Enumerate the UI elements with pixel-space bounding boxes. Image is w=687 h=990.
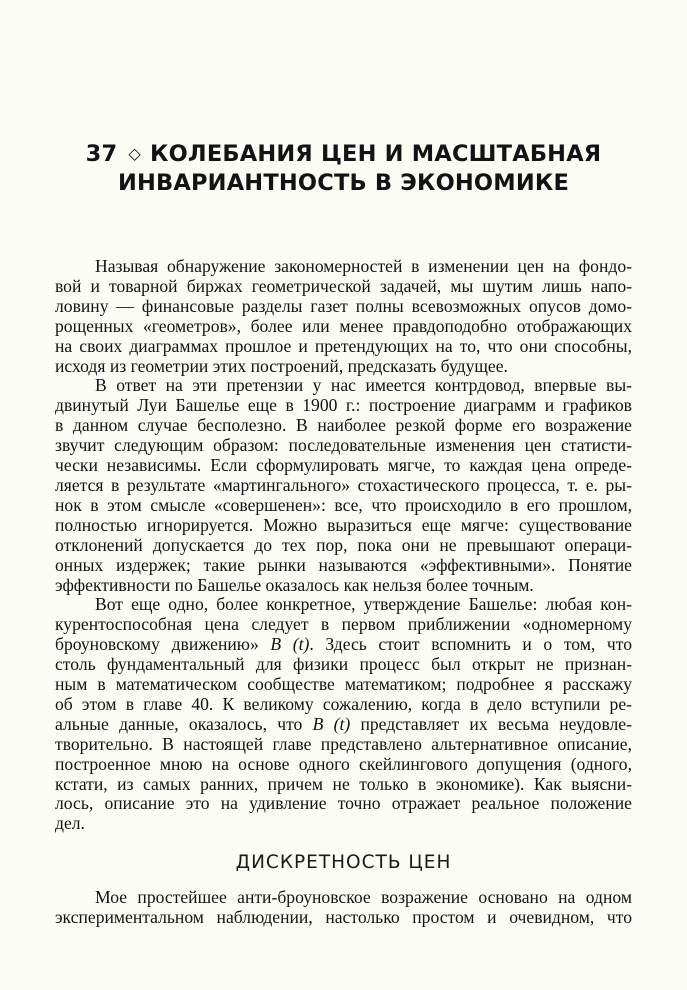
text-line: нок в этом смысле «совершенен»: все, что происходило в его прошлом,	[55, 494, 632, 515]
chapter-title-text-line1: КОЛЕБАНИЯ ЦЕН И МАСШТАБНАЯ	[150, 141, 602, 167]
text-line: ловину — финансовые разделы газет полны всевозможных опусов домо-	[55, 295, 632, 316]
section-heading: ДИСКРЕТНОСТЬ ЦЕН	[235, 852, 452, 874]
text-line: ным в математическом сообществе математиком; подробнее я расскажу	[55, 674, 632, 695]
text-line: звучит следующим образом: последовательные изменения цен статисти-	[55, 435, 632, 456]
text-line: онных издержек; такие рынки называются «эффективными». Понятие	[55, 554, 632, 575]
chapter-title-text-line2: ИНВАРИАНТНОСТЬ В ЭКОНОМИКЕ	[117, 170, 570, 196]
text-line: дел.	[55, 813, 85, 834]
paragraph	[55, 595, 632, 834]
text-line: рощенных «геометров», более или менее правдоподобно отображающих	[55, 315, 632, 336]
paragraph	[55, 257, 632, 376]
text-line: лось, описание это на удивление точно отражает реальное положение	[55, 793, 632, 814]
text-line: ляется в результате «мартингального» стохастического процесса, т. е. ры-	[55, 474, 632, 495]
text-line: столь фундаментальный для физики процесс был открыт не признан-	[55, 654, 632, 675]
text-line: Вот еще одно, более конкретное, утверждение Башелье: любая кон-	[95, 594, 632, 615]
text-line: чески независимы. Если сформулировать мягче, то каждая цена опреде-	[55, 455, 632, 476]
text-line: эффективности по Башелье оказалось как нельзя более точным.	[55, 574, 534, 595]
diamond-icon: ◇	[128, 144, 142, 163]
chapter-title	[40, 139, 647, 198]
text-line: курентоспособная цена следует в первом приближении «одномерному	[55, 614, 632, 635]
text-line: двинутый Луи Башелье еще в 1900 г.: построение диаграмм и графиков	[55, 395, 632, 416]
body-text-bottom	[55, 888, 632, 928]
chapter-title-line1	[40, 139, 647, 169]
body-text-top	[55, 257, 632, 834]
text-line: в данном случае бесполезно. В наиболее резкой форме его возражение	[55, 415, 632, 436]
text-line: кстати, из самых ранних, причем не только в экономике). Как выясни-	[55, 773, 632, 794]
chapter-title-line2	[40, 169, 647, 198]
text-line: экспериментальном наблюдении, настолько простом и очевидном, что	[55, 907, 632, 928]
text-line: творительно. В настоящей главе представлено альтернативное описание,	[55, 733, 632, 754]
paragraph	[55, 376, 632, 595]
text-line: полностью игнорируется. Можно выразиться еще мягче: существование	[55, 514, 632, 535]
text-line: на своих диаграммах прошлое и претендующих на то, что они способны,	[55, 335, 632, 356]
text-line: построенное мною на основе одного скейлингового допущения (одного,	[55, 753, 632, 774]
text-line: об этом в главе 40. К великому сожалению, когда в дело вступили ре-	[55, 693, 632, 714]
text-line: альные данные, оказалось, что B (t) представляет их весьма неудовле-	[55, 713, 632, 734]
paragraph	[55, 888, 632, 928]
math-variable: B (t)	[270, 634, 310, 655]
text-line: Называя обнаружение закономерностей в изменении цен на фондо-	[95, 256, 632, 276]
chapter-number: 37	[85, 141, 118, 167]
text-line: исходя из геометрии этих построений, предсказать будущее.	[55, 355, 508, 376]
text-line: В ответ на эти претензии у нас имеется контрдовод, впервые вы-	[95, 375, 632, 396]
math-variable: B (t)	[312, 713, 351, 734]
text-line: Мое простейшее анти-броуновское возражение основано на одном	[95, 887, 632, 908]
text-line: отклонений допускается до тех пор, пока они не превышают операци-	[55, 534, 632, 555]
text-line: броуновскому движению» B (t). Здесь стоит вспомнить и о том, что	[55, 634, 633, 655]
text-line: вой и товарной биржах геометрической задачей, мы шутим лишь напо-	[55, 275, 632, 296]
